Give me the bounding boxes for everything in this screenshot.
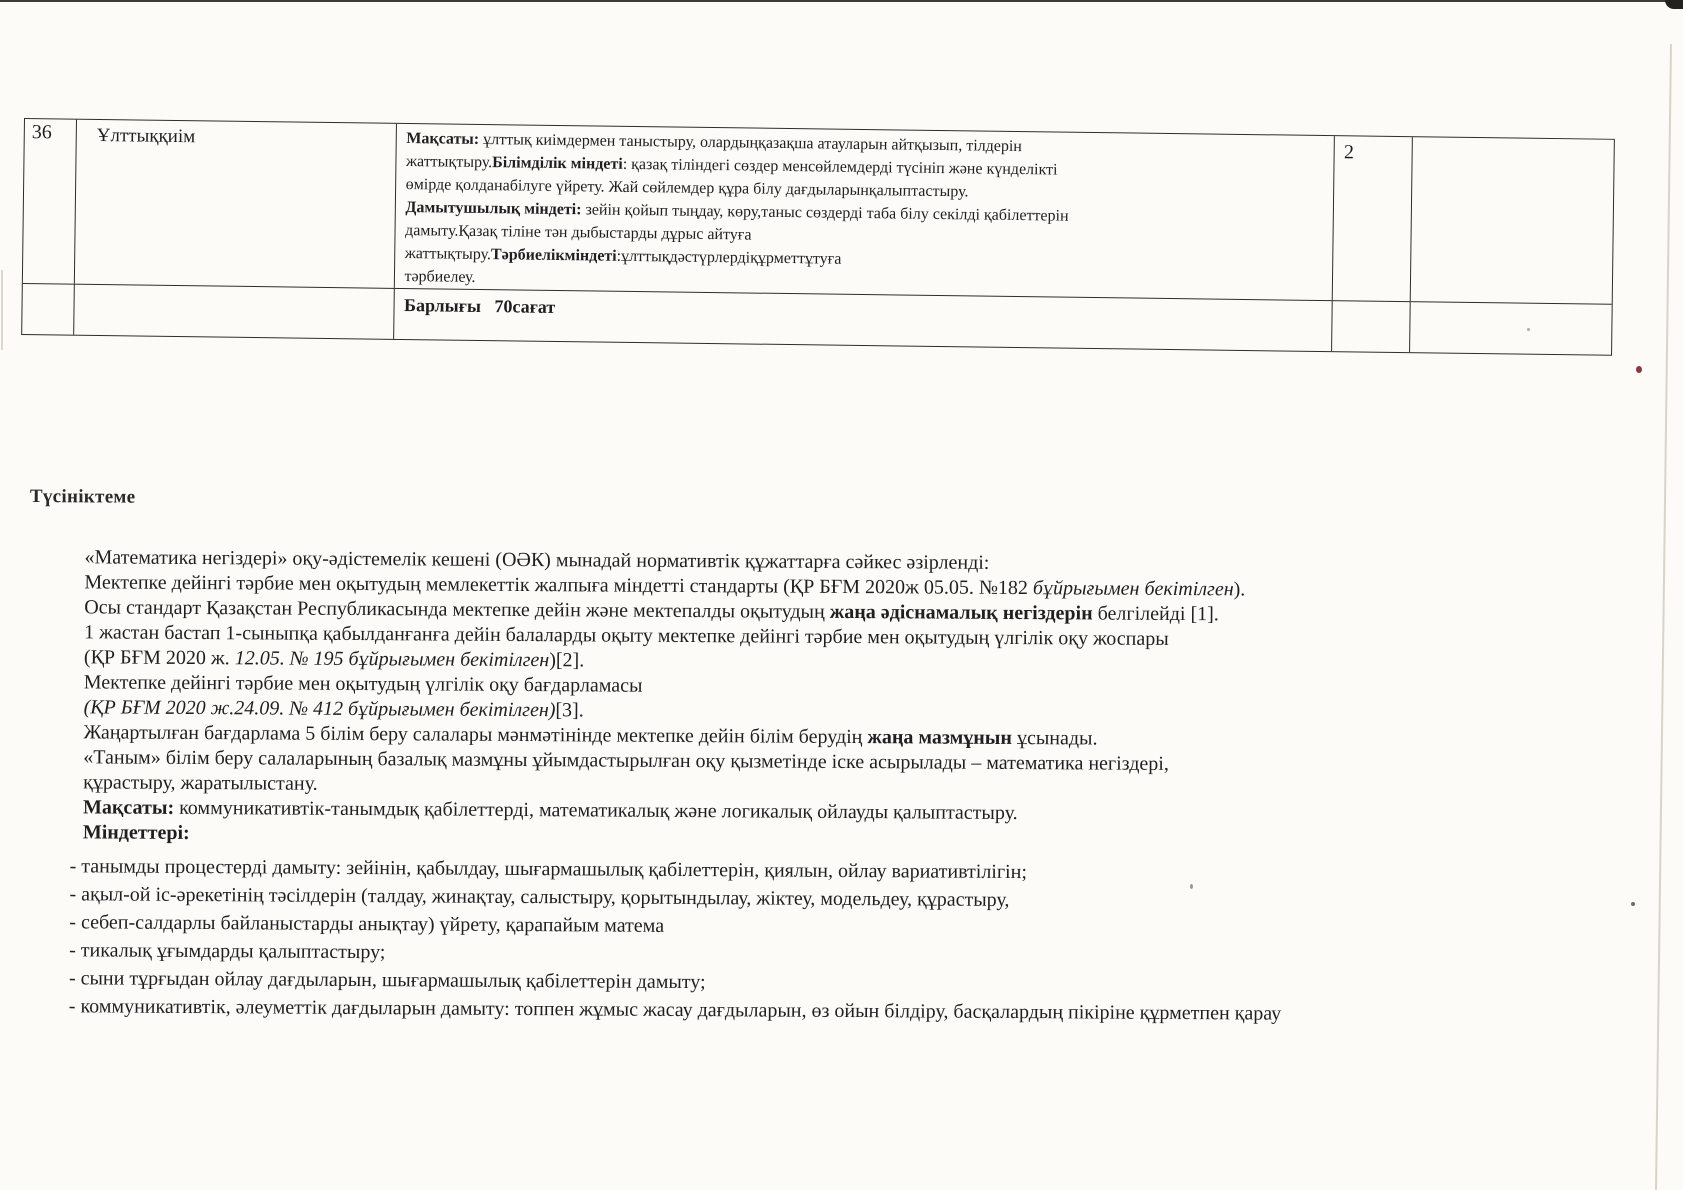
paragraph-line: Осы стандарт Қазақстан Республикасында мектепке дейін және мектепалды оқытудың жаңа әдіснамалық негіздерін белгілейді [1]. bbox=[84, 596, 1219, 626]
page-edge-shadow-left bbox=[1, 270, 3, 350]
cell-lesson-topic: Ұлттыққиім bbox=[75, 120, 397, 288]
explanation-paragraphs bbox=[83, 545, 1505, 854]
paragraph-line: «Математика негіздері» оқу-әдістемелік кешені (ОӘК) мынадай нормативтік құжаттарға сәйкес әзірленді: bbox=[84, 546, 990, 574]
paragraph-line: 1 жастан бастап 1-сыныпқа қабылданғанға дейін балаларды оқыту мектепке дейінгі тәрбие мен оқытудың үлгілік оқу жоспары bbox=[84, 621, 1169, 650]
bullet-item: - себеп-салдарлы байланыстарды анықтау) үйрету, қарапайым матема bbox=[69, 911, 665, 937]
page-edge-shadow-right bbox=[1655, 44, 1672, 1190]
paragraph-line: (ҚР БҒМ 2020 ж. 12.05. № 195 бұйрығымен бекітілген)[2]. bbox=[83, 646, 585, 672]
explanation-section bbox=[29, 486, 1530, 1025]
cell-total-notes bbox=[1410, 302, 1611, 355]
paragraph-line: Жаңартылған бағдарлама 5 білім беру салалары мәнмәтінінде мектепке дейін білім берудің жаңа мазмұнын ұсынады. bbox=[83, 721, 1098, 750]
paragraph-line: Мақсаты: коммуникативтік-танымдық қабілеттерді, математикалық және логикалық ойлауды қалыптастыру. bbox=[82, 796, 1018, 825]
table-row-lesson-36 bbox=[23, 119, 1614, 304]
cell-lesson-hours: 2 bbox=[1333, 136, 1413, 301]
cell-lesson-description: Мақсаты: ұлттық киімдермен таныстыру, олардыңқазақша атауларын айтқызып, тілдерін жаттықтыру.Білімділік міндеті: қазақ тіліндегі сөздер менсөйлемдерді түсініп және күнделікті өмірде қолданабілуге үйрету. Жай сөйлемдер құра білу дағдыларынқалыптастыру. Дамытушылық міндеті: зейін қойып тыңдау, көру,таныс сөздерді таба білу секілді қабілеттерін дамыту.Қазақ тіліне тән дыбыстарды дұрыс айтуға жаттықтыру.Тәрбиелікміндеті:ұлттықдәстүрлердіқұрметтұтуға тәрбиелеу. bbox=[394, 124, 1335, 300]
ink-speck bbox=[1636, 366, 1642, 373]
scan-corner-shadow bbox=[1665, 0, 1683, 9]
scan-top-edge-line bbox=[0, 0, 1683, 2]
cell-total-topic bbox=[74, 285, 394, 339]
paragraph-line: Мектепке дейінгі тәрбие мен оқытудың мемлекеттік жалпыға міндетті стандарты (ҚР БҒМ 2020ж 05.05. №182 бұйрығымен бекітілген). bbox=[84, 571, 1246, 601]
bullet-item: - танымды процестерді дамыту: зейінін, қабылдау, шығармашылық қабілеттерін, қиялын, ойлау вариативтілігін; bbox=[69, 855, 1027, 884]
paragraph-line: Міндеттері: bbox=[82, 821, 190, 844]
paragraph-line: құрастыру, жаратылыстану. bbox=[83, 771, 318, 795]
cell-total-number bbox=[22, 284, 75, 335]
bullet-item: - сыни тұрғыдан ойлау дағдыларын, шығармашылық қабілеттерін дамыту; bbox=[68, 967, 706, 994]
paragraph-line: (ҚР БҒМ 2020 ж.24.09. № 412 бұйрығымен бекітілген)[3]. bbox=[83, 696, 584, 722]
lesson-schedule-table bbox=[21, 118, 1615, 356]
cell-lesson-notes bbox=[1411, 137, 1614, 304]
bullet-item: - тикалық ұғымдарды қалыптастыру; bbox=[69, 939, 386, 964]
ink-speck bbox=[1631, 902, 1635, 906]
bullet-item: - коммуникативтік, әлеуметтік дағдыларын дамыту: топпен жұмыс жасау дағдыларын, өз ойын білдіру, басқалардың пікіріне құрметпен қарау bbox=[68, 995, 1282, 1025]
section-heading: Түсініктеме bbox=[29, 486, 136, 508]
objectives-bullet-list bbox=[69, 852, 1490, 1029]
bullet-item: - ақыл-ой іс-әрекетінің тәсілдерін (талдау, жинақтау, салыстыру, қорытындылау, жіктеу, модельдеу, құрастыру, bbox=[69, 883, 1010, 911]
paragraph-line: «Таным» білім беру салаларының базалық мазмұны ұйымдастырылған оқу қызметінде іске асырылады – математика негіздері, bbox=[83, 746, 1169, 775]
cell-total-hours bbox=[1332, 301, 1411, 352]
cell-total-hours-label: Барлығы 70сағат bbox=[394, 289, 1333, 351]
cell-lesson-number: 36 bbox=[23, 119, 77, 284]
paragraph-line: Мектепке дейінгі тәрбие мен оқытудың үлгілік оқу бағдарламасы bbox=[83, 671, 643, 697]
